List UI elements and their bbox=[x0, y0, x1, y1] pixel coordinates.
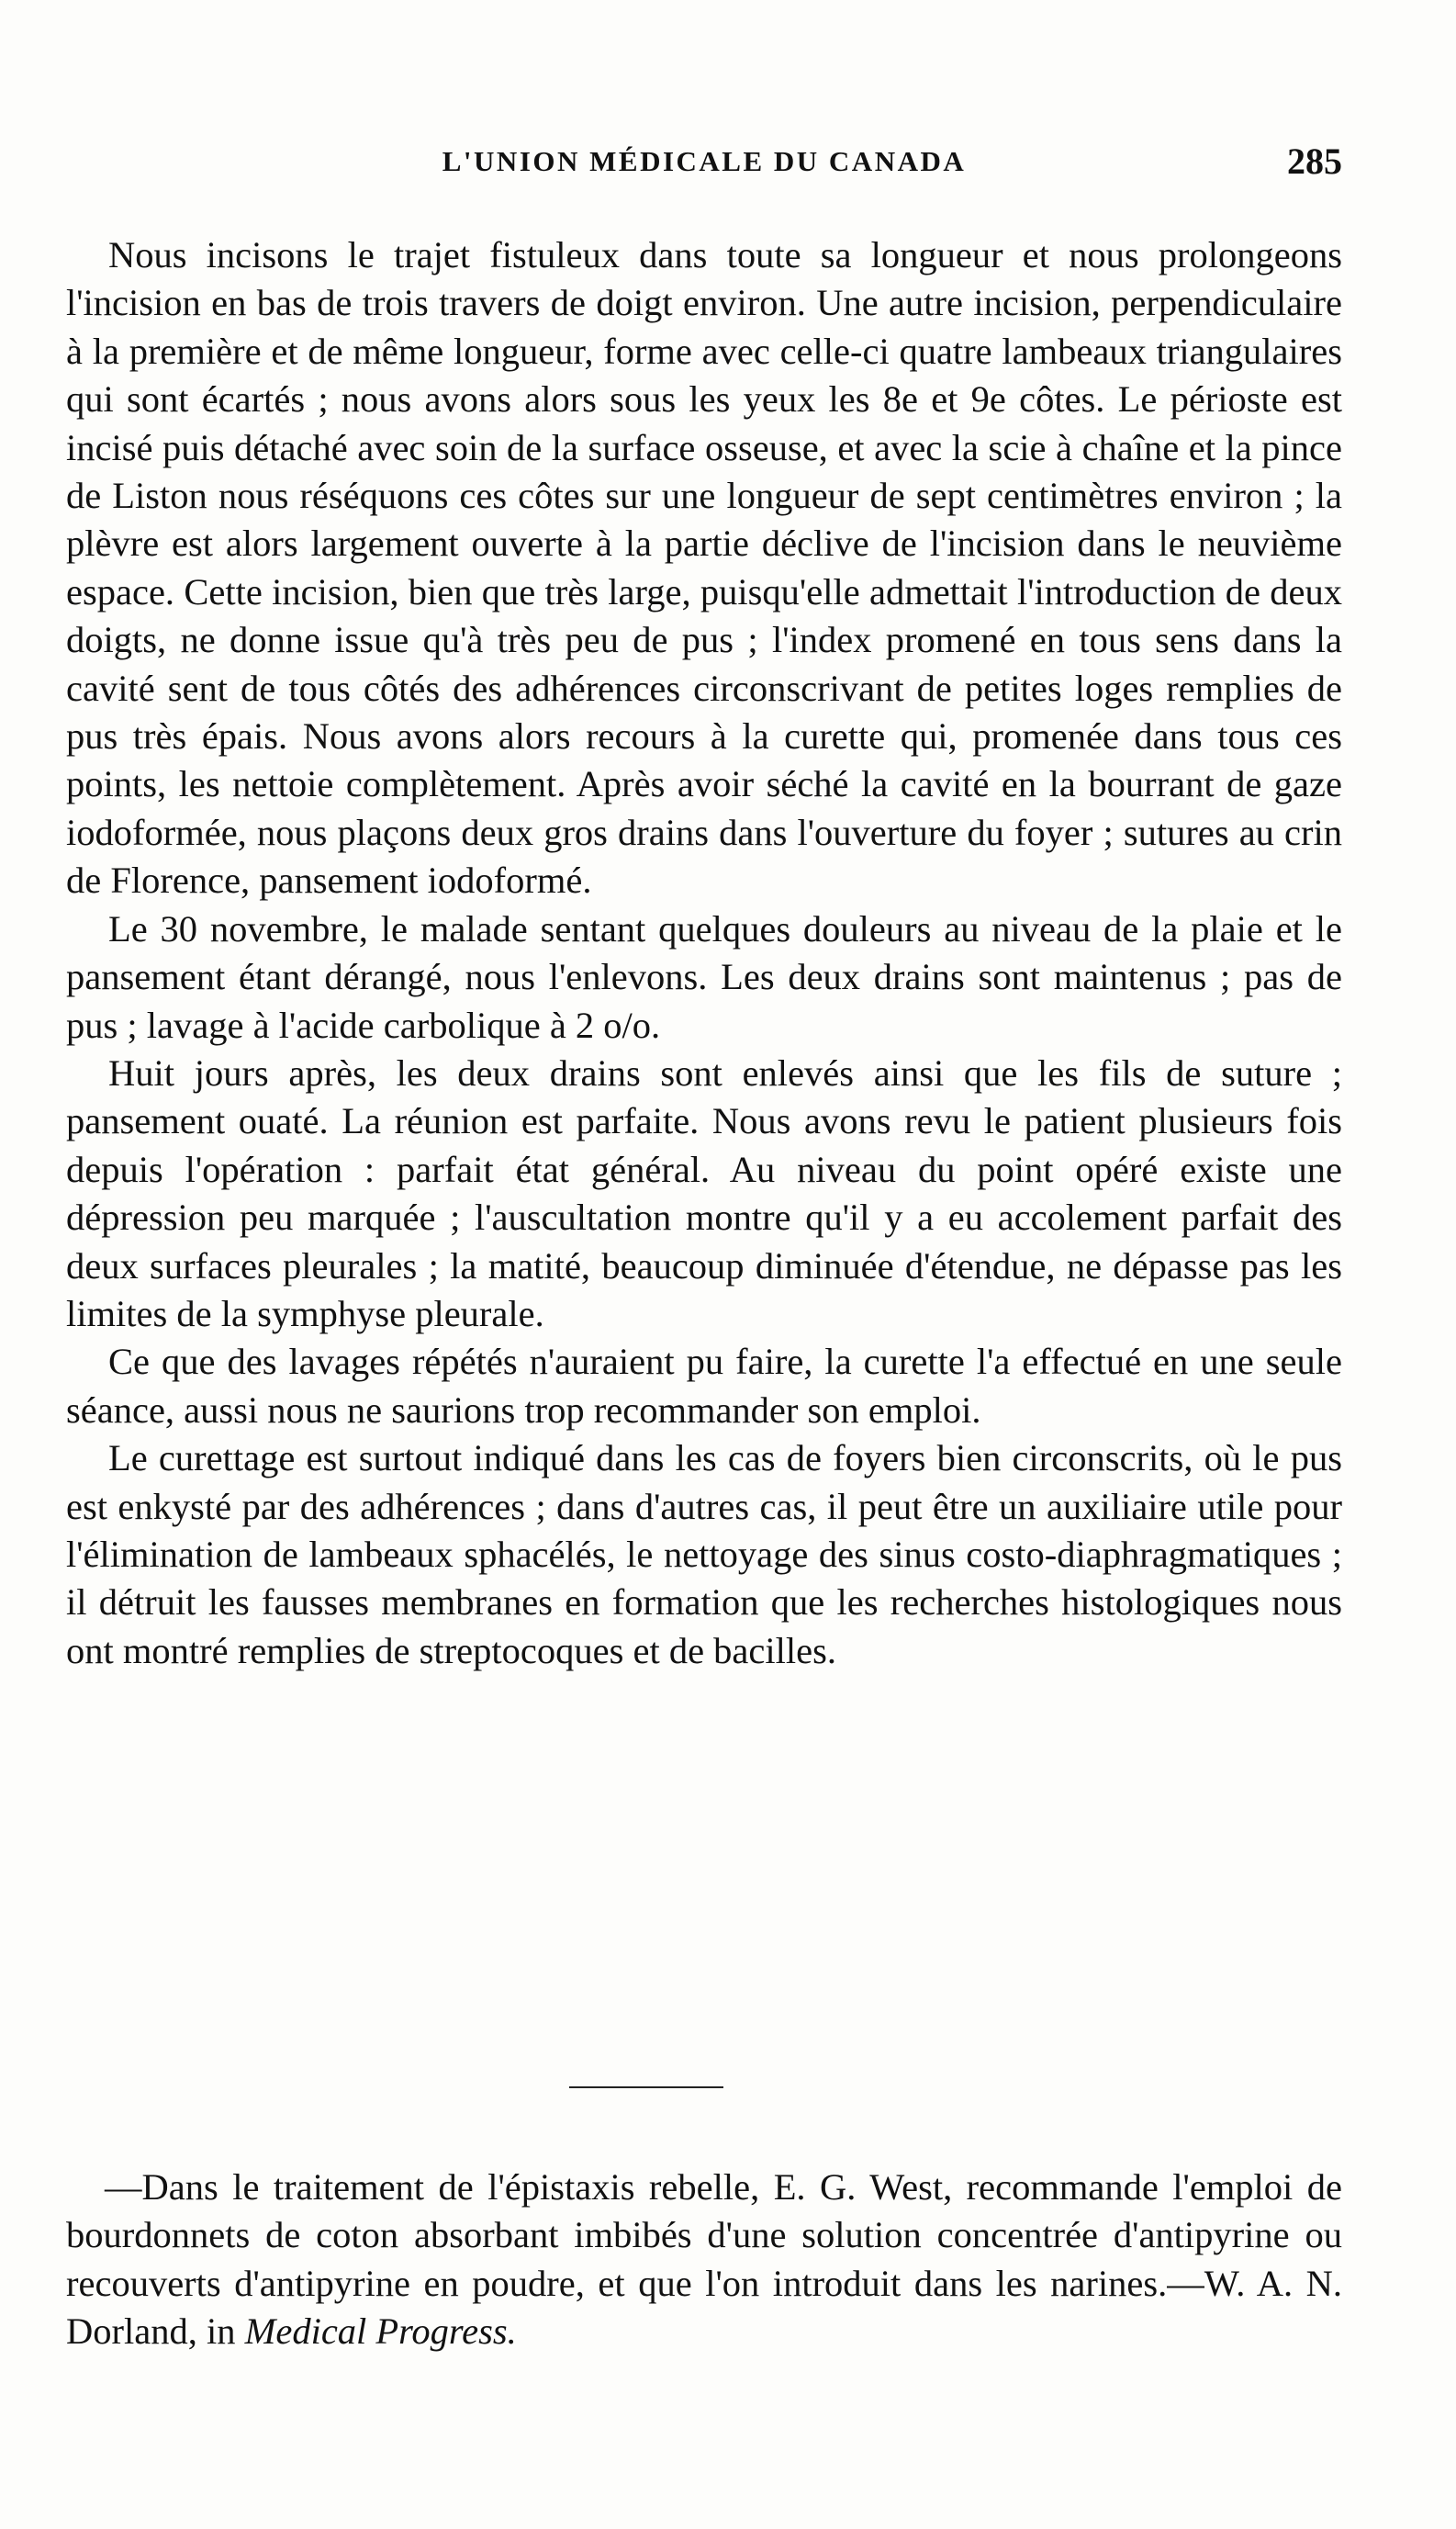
article-body bbox=[66, 231, 1342, 1675]
paragraph: Le curettage est surtout indiqué dans les cas de foyers bien circonscrits, où le pus est enkysté par des adhérences ; dans d'autres cas, il peut être un auxiliaire utile pour l'élimination de lambeaux sphacélés, le nettoyage des sinus costo-diaphragmatiques ; il détruit les fausses membranes en formation que les recherches histologiques nous ont montré remplies de streptocoques et de bacilles. bbox=[66, 1437, 1342, 1671]
footnote-text: —Dans le traitement de l'épistaxis rebelle, E. G. West, recommande l'emploi de bourdonnets de coton absorbant imbibés d'une solution concentrée d'antipyrine ou recouverts d'antipyrine en poudre, et que l'on introduit dans les narines.—W. A. N. Dorland, bbox=[66, 2166, 1342, 2353]
paragraph: Huit jours après, les deux drains sont enlevés ainsi que les fils de suture ; pansement ouaté. La réunion est parfaite. Nous avons revu le patient plusieurs fois depuis l'opération : parfait état général. Au niveau du point opéré existe une dépression peu marquée ; l'auscultation montre qu'il y a eu accolement parfait des deux surfaces pleurales ; la matité, beaucoup diminuée d'étendue, ne dépasse pas les limites de la symphyse pleurale. bbox=[66, 1051, 1342, 1334]
section-separator bbox=[569, 2086, 723, 2088]
running-title: L'UNION MÉDICALE DU CANADA bbox=[442, 145, 967, 177]
paragraph: Nous incisons le trajet fistuleux dans toute sa longueur et nous prolongeons l'incision en bas de trois travers de doigt environ. Une autre incision, perpendiculaire à la première et de même longueur, forme avec celle-ci quatre lambeaux triangulaires qui sont écartés ; nous avons alors sous les yeux les 8e et 9e côtes. Le périoste est incisé puis détaché avec soin de la surface osseuse, et avec la scie à chaîne et la pince de Liston nous réséquons ces côtes sur une longueur de sept centimètres environ ; la plèvre est alors largement ouverte à la partie déclive de l'incision dans le neuvième espace. Cette incision, bien que très large, puisqu'elle admettait l'introduction de deux doigts, ne donne issue qu'à très peu de pus ; l'index promené en tous sens dans la cavité sent de tous côtés des adhérences circonscrivant de petites loges remplies de pus très épais. Nous avons alors recours à la curette qui, promenée dans tous ces points, les nettoie complètement. Après avoir séché la cavité en la bourrant de gaze iodoformée, nous plaçons deux gros drains dans l'ouverture du foyer ; sutures au crin de Florence, pansement iodoformé. bbox=[66, 234, 1342, 902]
page-header bbox=[66, 140, 1342, 191]
paragraph: Le 30 novembre, le malade sentant quelques douleurs au niveau de la plaie et le pansement étant dérangé, nous l'enlevons. Les deux drains sont maintenus ; pas de pus ; lavage à l'acide carbolique à 2 o/o. bbox=[66, 907, 1342, 1046]
footnote-source-prefix: in bbox=[206, 2310, 236, 2353]
footnote-source-title: Medical Progress. bbox=[244, 2310, 517, 2353]
page-number: 285 bbox=[1287, 140, 1342, 182]
paragraph: Ce que des lavages répétés n'auraient pu faire, la curette l'a effectué en une seule séance, aussi nous ne saurions trop recommander son emploi. bbox=[66, 1341, 1342, 1431]
footnote bbox=[66, 2164, 1342, 2356]
